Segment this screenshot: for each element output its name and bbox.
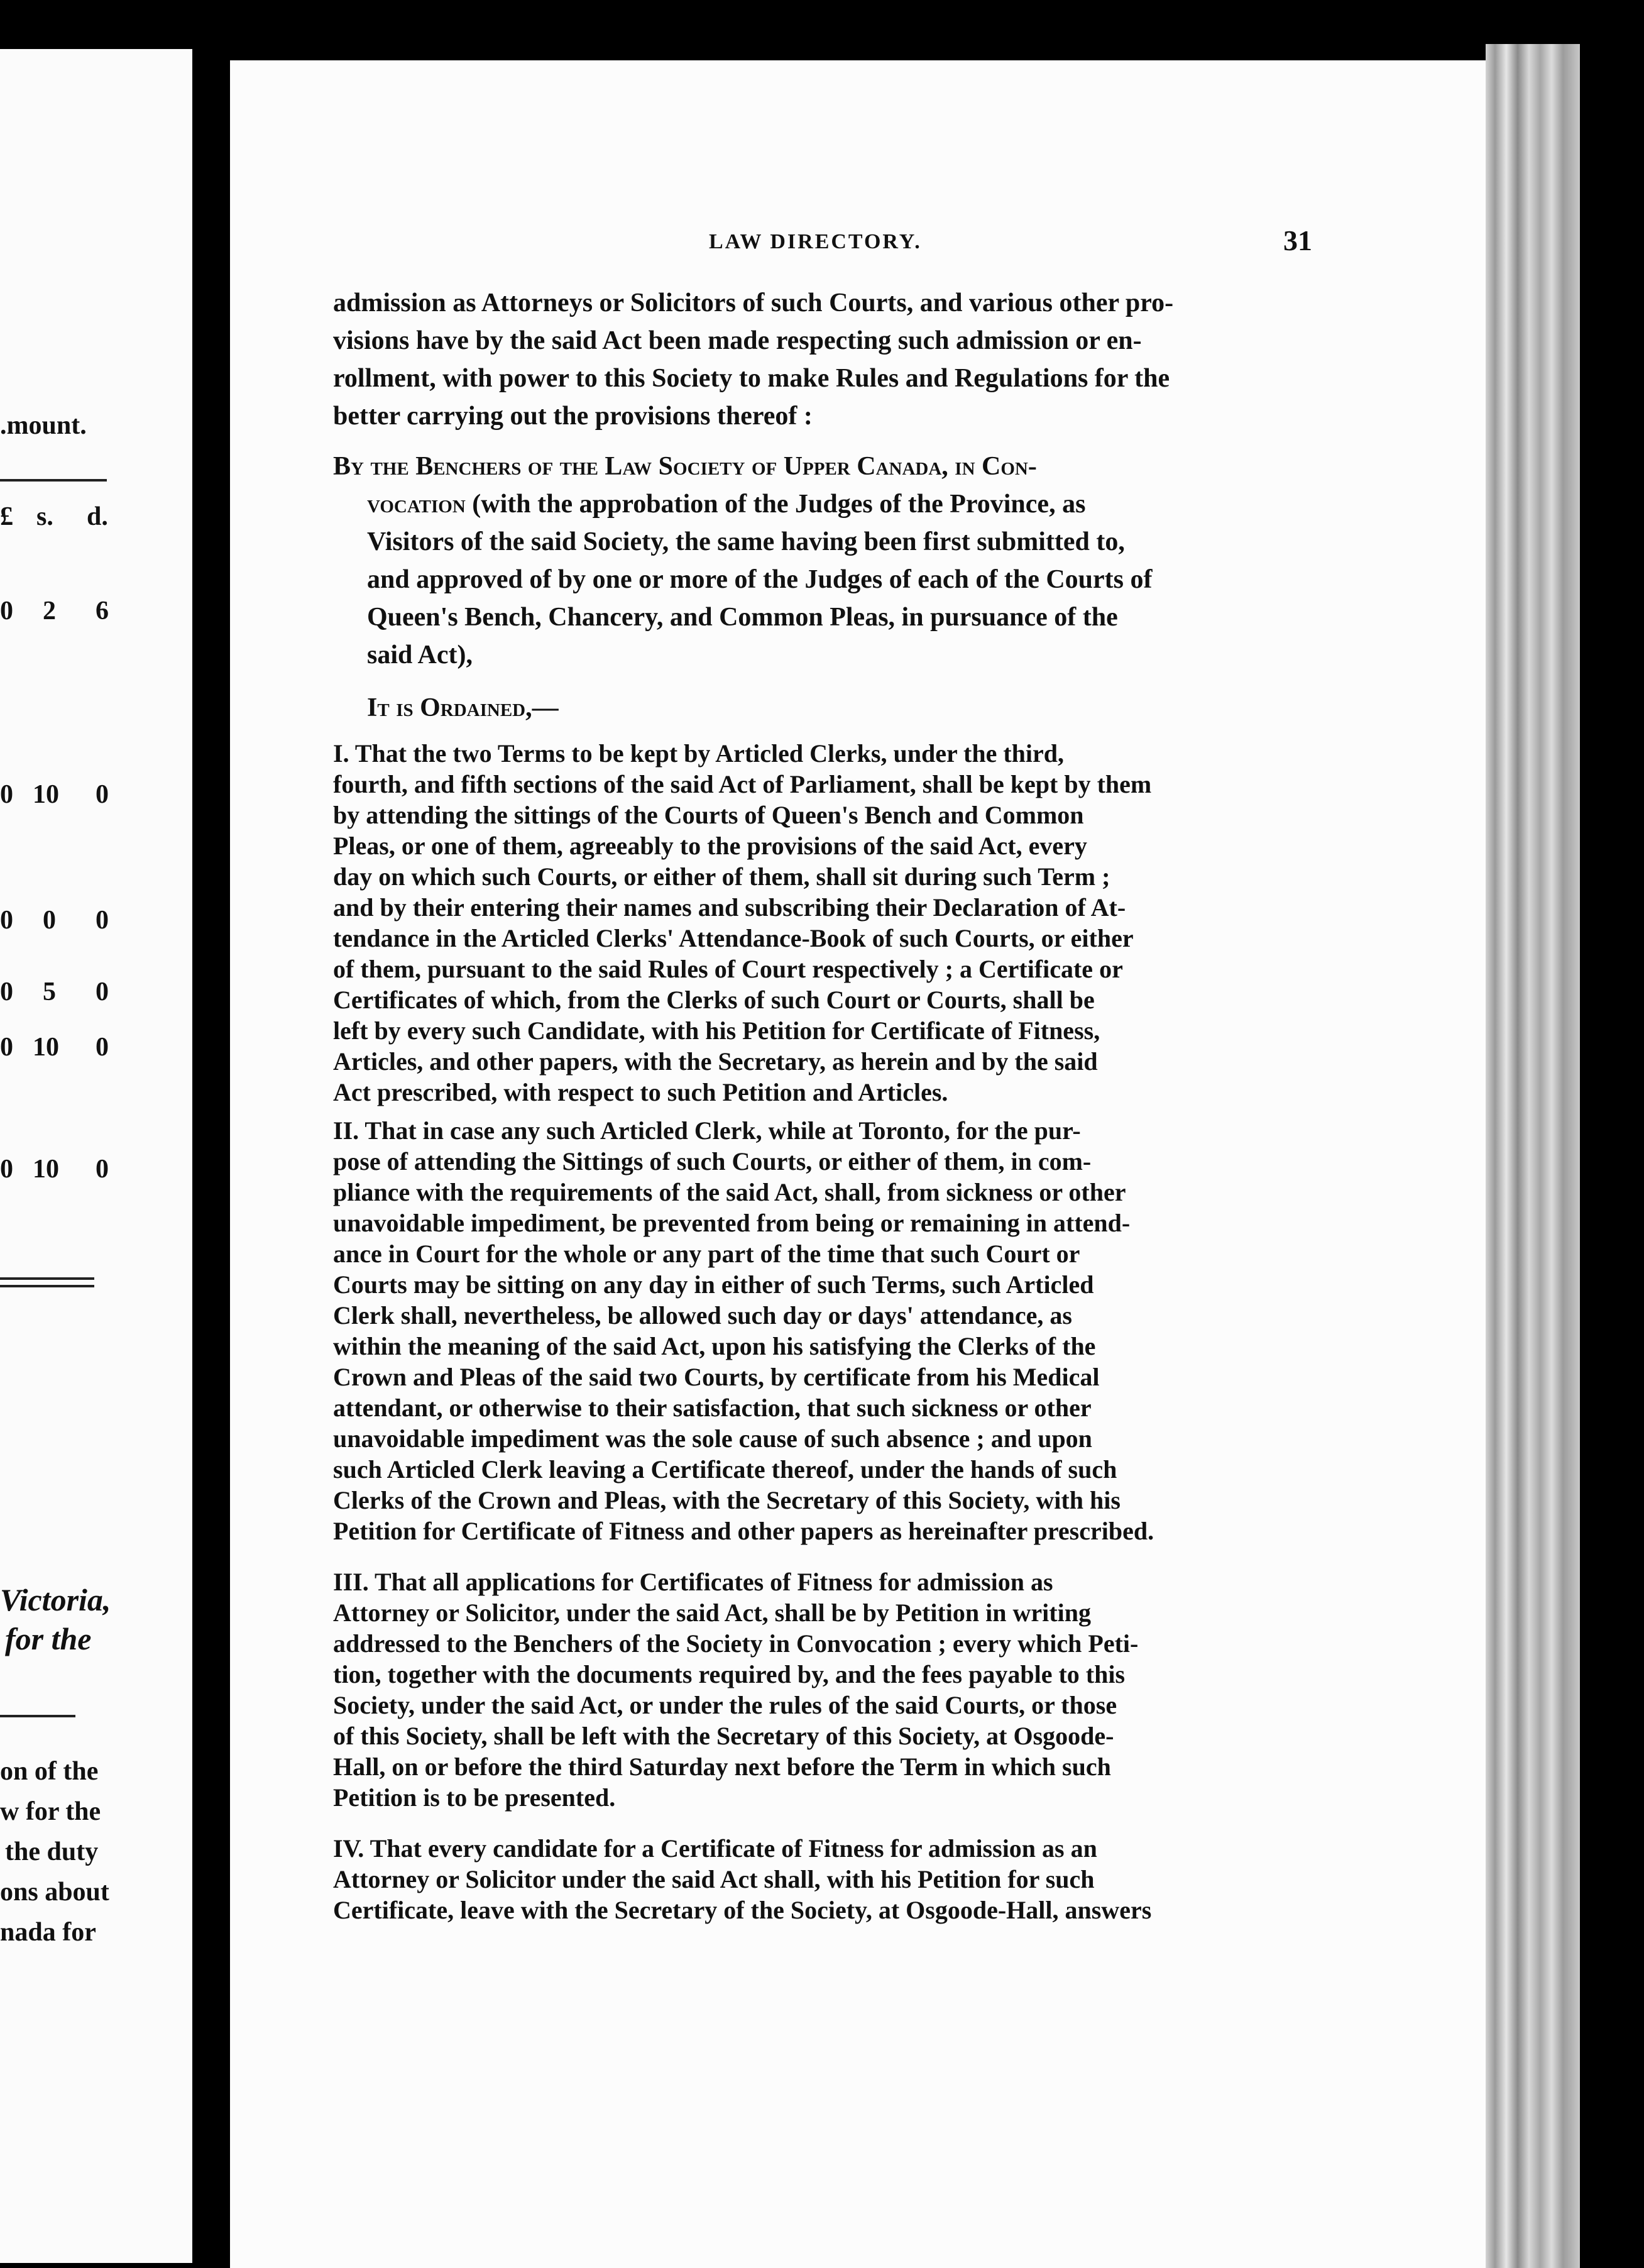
left-page-currency-shillings: s. xyxy=(36,502,53,531)
left-page-text-line-2: w for the xyxy=(0,1797,101,1826)
left-page-currency-pound: £ xyxy=(0,502,13,531)
left-page-row-2-col-3: 0 xyxy=(96,780,109,809)
page-number: 31 xyxy=(1283,224,1312,256)
left-page-row-2-col-1: 0 xyxy=(0,780,13,809)
left-page-text-line-3: the duty xyxy=(5,1837,99,1866)
left-page-text-line-4: ons about xyxy=(0,1878,109,1907)
left-page-row-1-col-1: 0 xyxy=(0,597,13,625)
left-page-double-rule-top xyxy=(0,1277,94,1280)
benchers-lead: By the Benchers of the Law Society of Upper Canada, in Con- vocation xyxy=(333,452,1037,519)
left-facing-page xyxy=(0,49,192,2263)
section-3-paragraph: III. That all applications for Certificates of Fitness for admission as Attorney or Solicitor, under the said Act, shall be by Petition in writing addressed to the Benchers of the Society in Convocation ; every which Peti- tion, together with the documents required by, and the fees payable to this Society, under the said Act, or under the rules of the said Courts, or those of this Society, shall be left with the Secretary of this Society, at Osgoode- Hall, on or before the third Saturday next before the Term in which such Petition is to be presented. xyxy=(333,1568,1139,1812)
left-page-row-3-col-2: 0 xyxy=(43,906,56,935)
left-page-row-3-col-3: 0 xyxy=(96,906,109,935)
left-page-row-3-col-1: 0 xyxy=(0,906,13,935)
page-edge-stack xyxy=(1486,44,1580,2268)
ordained-heading: It is Ordained,— xyxy=(367,693,559,722)
left-page-text-line-1: on of the xyxy=(0,1757,99,1786)
left-page-short-rule xyxy=(0,1715,75,1717)
left-page-row-2-col-2: 10 xyxy=(33,780,59,809)
left-page-row-4-col-1: 0 xyxy=(0,977,13,1006)
left-page-text-line-5: nada for xyxy=(0,1918,96,1947)
left-page-italic-line-2: for the xyxy=(5,1621,92,1656)
left-page-double-rule-bottom xyxy=(0,1285,94,1287)
page-edge-shadow xyxy=(1580,0,1644,2268)
benchers-text: (with the approbation of the Judges of the Province, as Visitors of the said Society, the same having been first submitted to, and approved of by one or more of the Judges of each of the Courts of Queen's Bench, Chancery, and Common Pleas, in pursuance of the said Act), xyxy=(367,490,1153,669)
left-page-row-4-col-3: 0 xyxy=(96,977,109,1006)
left-page-row-6-col-2: 10 xyxy=(33,1155,59,1184)
left-page-amount-header: .mount. xyxy=(0,411,87,440)
intro-paragraph: admission as Attorneys or Solicitors of such Courts, and various other pro- visions have by the said Act been made respecting such admission or en- rollment, with power to this Society to make Rules and Regulations for the better carrying out the provisions thereof : xyxy=(333,289,1174,431)
left-page-row-5-col-2: 10 xyxy=(33,1033,59,1062)
left-page-row-6-col-3: 0 xyxy=(96,1155,109,1184)
left-page-currency-pence: d. xyxy=(87,502,108,531)
left-page-row-1-col-3: 6 xyxy=(96,597,109,625)
section-4-paragraph: IV. That every candidate for a Certificate of Fitness for admission as an Attorney or Solicitor under the said Act shall, with his Petition for such Certificate, leave with the Secretary of the Society, at Osgoode-Hall, answers xyxy=(333,1834,1152,1924)
running-head: LAW DIRECTORY. xyxy=(709,230,922,253)
left-page-row-5-col-1: 0 xyxy=(0,1033,13,1062)
left-page-row-1-col-2: 2 xyxy=(43,597,56,625)
left-page-rule xyxy=(0,479,107,482)
left-page-row-6-col-1: 0 xyxy=(0,1155,13,1184)
left-page-italic-line-1: Victoria, xyxy=(0,1582,111,1617)
section-1-paragraph: I. That the two Terms to be kept by Articled Clerks, under the third, fourth, and fifth sections of the said Act of Parliament, shall be kept by them by attending the sittings of the Courts of Queen's Bench and Common Pleas, or one of them, agreeably to the provisions of the said Act, every day on which such Courts, or either of them, shall sit during such Term ; and by their entering their names and subscribing their Declaration of At- tendance in the Articled Clerks' Attendance-Book of such Courts, or either of them, pursuant to the said Rules of Court respectively ; a Certificate or Certificates of which, from the Clerks of such Court or Courts, shall be left by every such Candidate, with his Petition for Certificate of Fitness, Articles, and other papers, with the Secretary, as herein and by the said Act prescribed, with respect to such Petition and Articles. xyxy=(333,739,1152,1106)
benchers-paragraph xyxy=(333,448,1323,674)
section-2-paragraph: II. That in case any such Articled Clerk, while at Toronto, for the pur- pose of attending the Sittings of such Courts, or either of them, in com- pliance with the requirements of the said Act, shall, from sickness or other unavoidable impediment, be prevented from being or remaining in attend- ance in Court for the whole or any part of the time that such Court or Courts may be sitting on any day in either of such Terms, such Articled Clerk shall, nevertheless, be allowed such day or days' attendance, as within the meaning of the said Act, upon his satisfying the Clerks of the Crown and Pleas of the said two Courts, by certificate from his Medical attendant, or otherwise to their satisfaction, that such sickness or other unavoidable impediment was the sole cause of such absence ; and upon such Articled Clerk leaving a Certificate thereof, under the hands of such Clerks of the Crown and Pleas, with the Secretary of this Society, with his Petition for Certificate of Fitness and other papers as hereinafter prescribed. xyxy=(333,1116,1154,1545)
left-page-row-5-col-3: 0 xyxy=(96,1033,109,1062)
left-page-row-4-col-2: 5 xyxy=(43,977,56,1006)
